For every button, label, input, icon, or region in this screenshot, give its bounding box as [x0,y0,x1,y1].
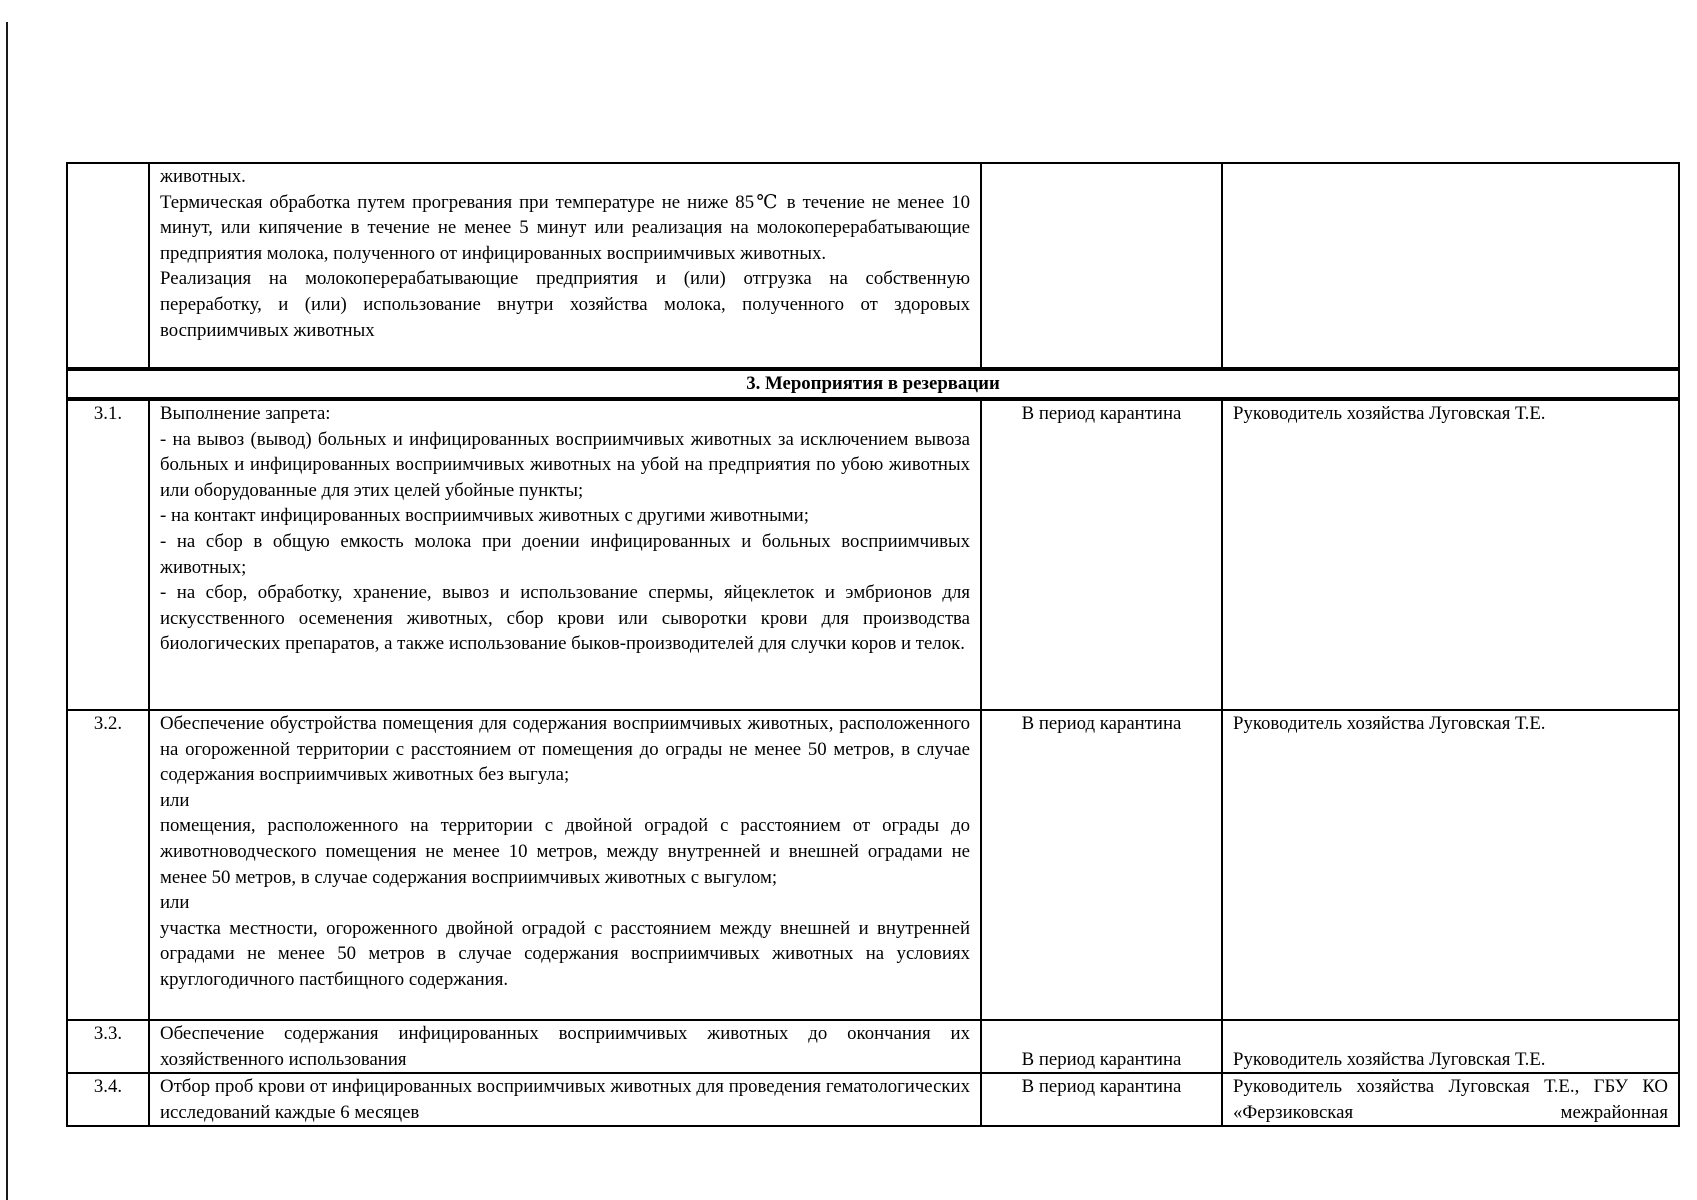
activity-paragraph: - на сбор, обработку, хранение, вывоз и использование спермы, яйцеклеток и эмбрионов для искусственного осеменения животных, сбор крови или сыворотки крови для производства биологических препаратов, а также использование быков-производителей для случки коров и телок. [160,582,970,655]
section-title: 3. Мероприятия в резервации [67,369,1679,399]
measures-table [66,162,1680,1127]
activity-paragraph: - на контакт инфицированных восприимчивых животных с другими животными; [160,505,809,527]
activity-paragraph: - на сбор в общую емкость молока при доении инфицированных и больных восприимчивых животных; [160,530,970,578]
table-row [67,710,1679,1020]
responsible-cell: Руководитель хозяйства Луговская Т.Е., ГБУ КО «Ферзиковская межрайонная [1222,1073,1679,1126]
term-cell: В период карантина [981,1020,1222,1073]
table-row [67,1073,1679,1126]
term-cell: В период карантина [981,1073,1222,1126]
table-row [67,399,1679,710]
activity-cell [149,1073,981,1126]
activity-cell [149,399,981,710]
page-margin-rule [6,22,8,1200]
row-number: 3.2. [67,710,149,1020]
activity-paragraph: Обеспечение обустройства помещения для содержания восприимчивых животных, расположенного на огороженной территории с расстоянием от помещения до ограды не менее 50 метров, в случае содержания восприимчивых животных без выгула; [160,713,970,786]
activity-paragraph: - на вывоз (вывод) больных и инфицированных восприимчивых животных за исключением вывоза больных и инфицированных восприимчивых животных на убой на предприятия по убою животных или оборудованные для этих целей убойные пункты; [160,428,970,501]
responsible-cell: Руководитель хозяйства Луговская Т.Е. [1222,399,1679,710]
activity-paragraph: Выполнение запрета: [160,403,331,424]
term-cell [981,163,1222,369]
table-row [67,163,1679,369]
row-number: 3.4. [67,1073,149,1126]
responsible-cell [1222,163,1679,369]
responsible-cell: Руководитель хозяйства Луговская Т.Е. [1222,710,1679,1020]
activity-paragraph: Обеспечение содержания инфицированных восприимчивых животных до окончания их хозяйственного использования [160,1023,970,1070]
activity-cell [149,1020,981,1073]
activity-paragraph: животных. [160,166,246,187]
activity-cell [149,710,981,1020]
term-cell: В период карантина [981,710,1222,1020]
row-number: 3.3. [67,1020,149,1073]
activity-paragraph: или [160,892,190,914]
activity-paragraph: помещения, расположенного на территории с двойной оградой с расстоянием от ограды до животноводческого помещения не менее 10 метров, между внутренней и внешней оградами не менее 50 метров, в случае содержания восприимчивых животных с выгулом; [160,815,970,888]
responsible-cell: Руководитель хозяйства Луговская Т.Е. [1222,1020,1679,1073]
activity-paragraph: Реализация на молокоперерабатывающие предприятия и (или) отгрузка на собственную переработку, и (или) использование внутри хозяйства молока, полученного от здоровых восприимчивых животных [160,268,970,341]
section-header-row [67,369,1679,399]
row-number: 3.1. [67,399,149,710]
row-number [67,163,149,369]
activity-paragraph: Отбор проб крови от инфицированных восприимчивых животных для проведения гематологических исследований каждые 6 месяцев [160,1076,970,1123]
term-cell: В период карантина [981,399,1222,710]
activity-paragraph: Термическая обработка путем прогревания при температуре не ниже 85℃ в течение не менее 10 минут, или кипячение в течение не менее 5 минут или реализация на молокоперерабатывающие предприятия молока, полученного от инфицированных восприимчивых животных. [160,191,970,264]
table-row [67,1020,1679,1073]
activity-cell [149,163,981,369]
activity-paragraph: или [160,789,190,811]
activity-paragraph: участка местности, огороженного двойной оградой с расстоянием между внешней и внутренней оградами не менее 50 метров в случае содержания восприимчивых животных на условиях круглогодичного пастбищного содержания. [160,917,970,990]
